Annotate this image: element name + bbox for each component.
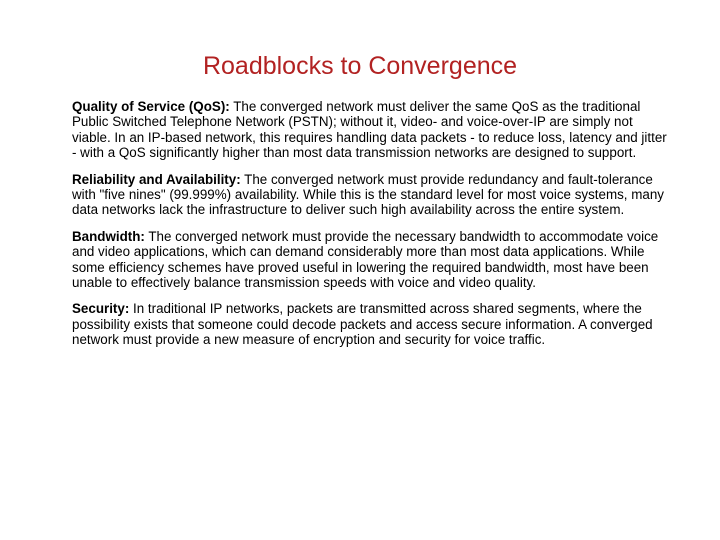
- term-security: Security:: [72, 301, 130, 317]
- term-bandwidth: Bandwidth:: [72, 228, 145, 244]
- text-bandwidth: The converged network must provide the necessary bandwidth to accommodate voice and video applications, which can demand considerably more than most data applications. While some efficiency schemes have proved useful in lowering the required bandwidth, most have been unable to effectively balance transmission speeds with voice and video quality.: [72, 228, 659, 291]
- term-reliability: Reliability and Availability:: [72, 171, 241, 187]
- paragraph-qos: [72, 99, 672, 161]
- text-qos: The converged network must deliver the same QoS as the traditional Public Switched Telephone Network (PSTN); without it, video- and voice-over-IP are simply not viable. In an IP-based network, this requires handling data packets - to reduce loss, latency and jitter - with a QoS significantly higher than most data transmission networks are designed to support.: [72, 99, 667, 161]
- text-reliability: The converged network must provide redundancy and fault-tolerance with "five nines" (99.999%) availability. While this is the standard level for most voice systems, many data networks lack the infrastructure to deliver such high availability across the entire system.: [72, 171, 664, 218]
- paragraph-bandwidth: [72, 229, 672, 291]
- slide-body: [72, 99, 672, 359]
- term-qos: Quality of Service (QoS):: [72, 99, 230, 114]
- text-security: In traditional IP networks, packets are transmitted across shared segments, where the possibility exists that someone could decode packets and access secure information. A converged network must provide a new measure of encryption and security for voice traffic.: [72, 301, 653, 348]
- paragraph-security: [72, 301, 672, 347]
- slide-title: Roadblocks to Convergence: [202, 52, 518, 80]
- paragraph-reliability: [72, 172, 672, 218]
